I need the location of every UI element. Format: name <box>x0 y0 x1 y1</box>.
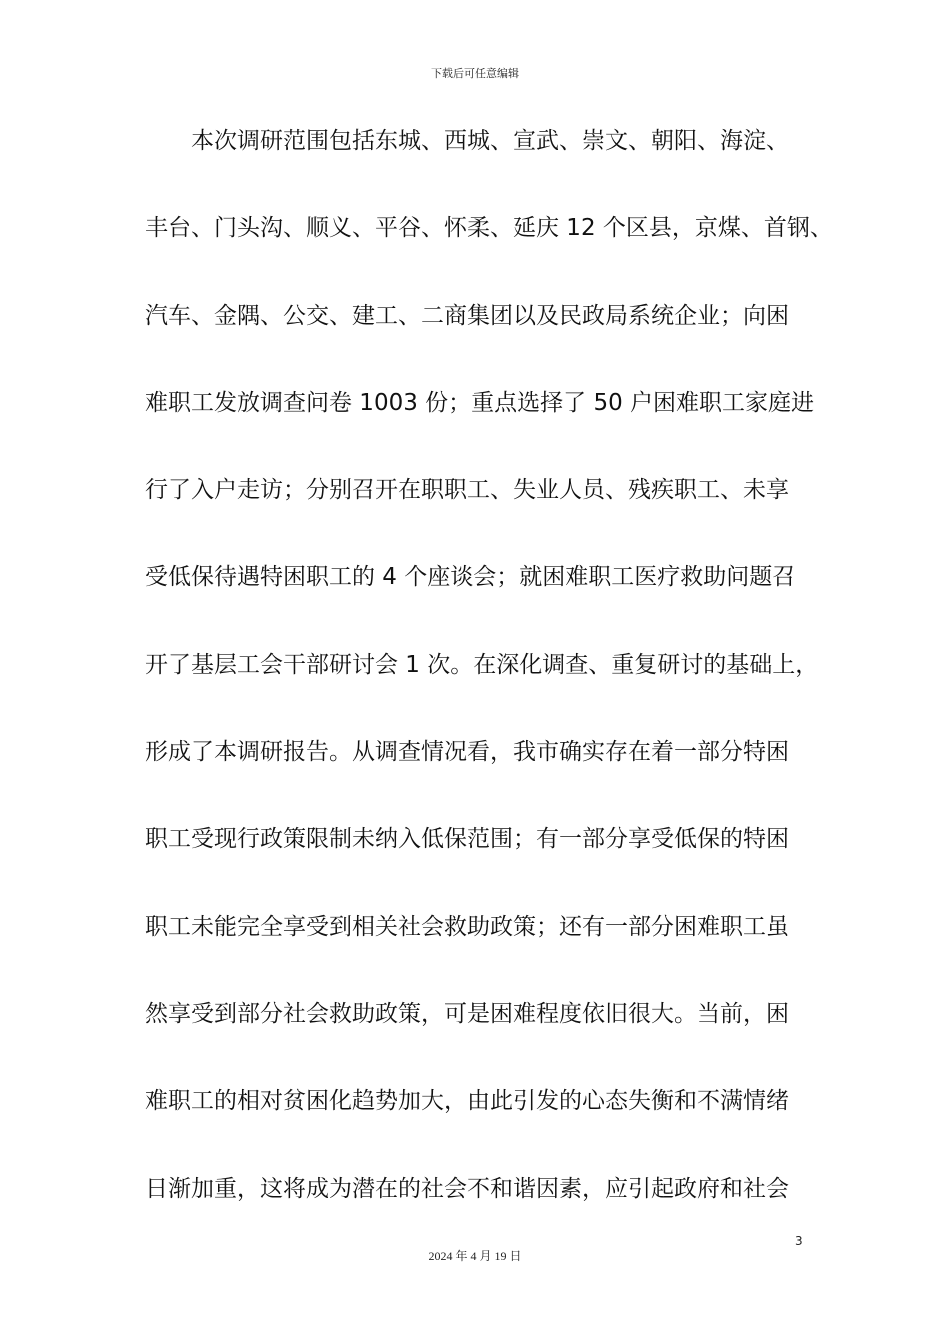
paragraph-line: 形成了本调研报告。从调查情况看，我市确实存在着一部分特困 <box>145 739 789 766</box>
paragraph-line: 丰台、门头沟、顺义、平谷、怀柔、延庆 12 个区县，京煤、首钢、 <box>145 215 833 242</box>
paragraph-line: 受低保待遇特困职工的 4 个座谈会；就困难职工医疗救助问题召 <box>145 564 796 591</box>
paragraph-line: 日渐加重，这将成为潜在的社会不和谐因素，应引起政府和社会 <box>145 1175 789 1202</box>
paragraph-line: 本次调研范围包括东城、西城、宣武、崇文、朝阳、海淀、 <box>191 128 789 154</box>
footer-date: 2024 年 4 月 19 日 <box>428 1249 522 1263</box>
paragraph-line: 职工未能完全享受到相关社会救助政策；还有一部分困难职工虽 <box>145 913 789 940</box>
paragraph-line: 难职工发放调查问卷 1003 份；重点选择了 50 户困难职工家庭进 <box>145 389 815 416</box>
paragraph-line: 行了入户走访；分别召开在职职工、失业人员、残疾职工、未享 <box>145 477 789 504</box>
paragraph-line: 然享受到部分社会救助政策，可是困难程度依旧很大。当前，困 <box>145 1000 789 1027</box>
paragraph-line: 职工受现行政策限制未纳入低保范围；有一部分享受低保的特困 <box>145 826 789 853</box>
page-header: 下载后可任意编辑 <box>431 67 519 80</box>
paragraph-line: 难职工的相对贫困化趋势加大，由此引发的心态失衡和不满情绪 <box>145 1088 789 1115</box>
body-paragraph <box>145 119 833 1254</box>
paragraph-line: 开了基层工会干部研讨会 1 次。在深化调查、重复研讨的基础上， <box>145 651 819 678</box>
page-number: 3 <box>795 1234 803 1248</box>
paragraph-line: 汽车、金隅、公交、建工、二商集团以及民政局系统企业；向困 <box>145 302 789 329</box>
